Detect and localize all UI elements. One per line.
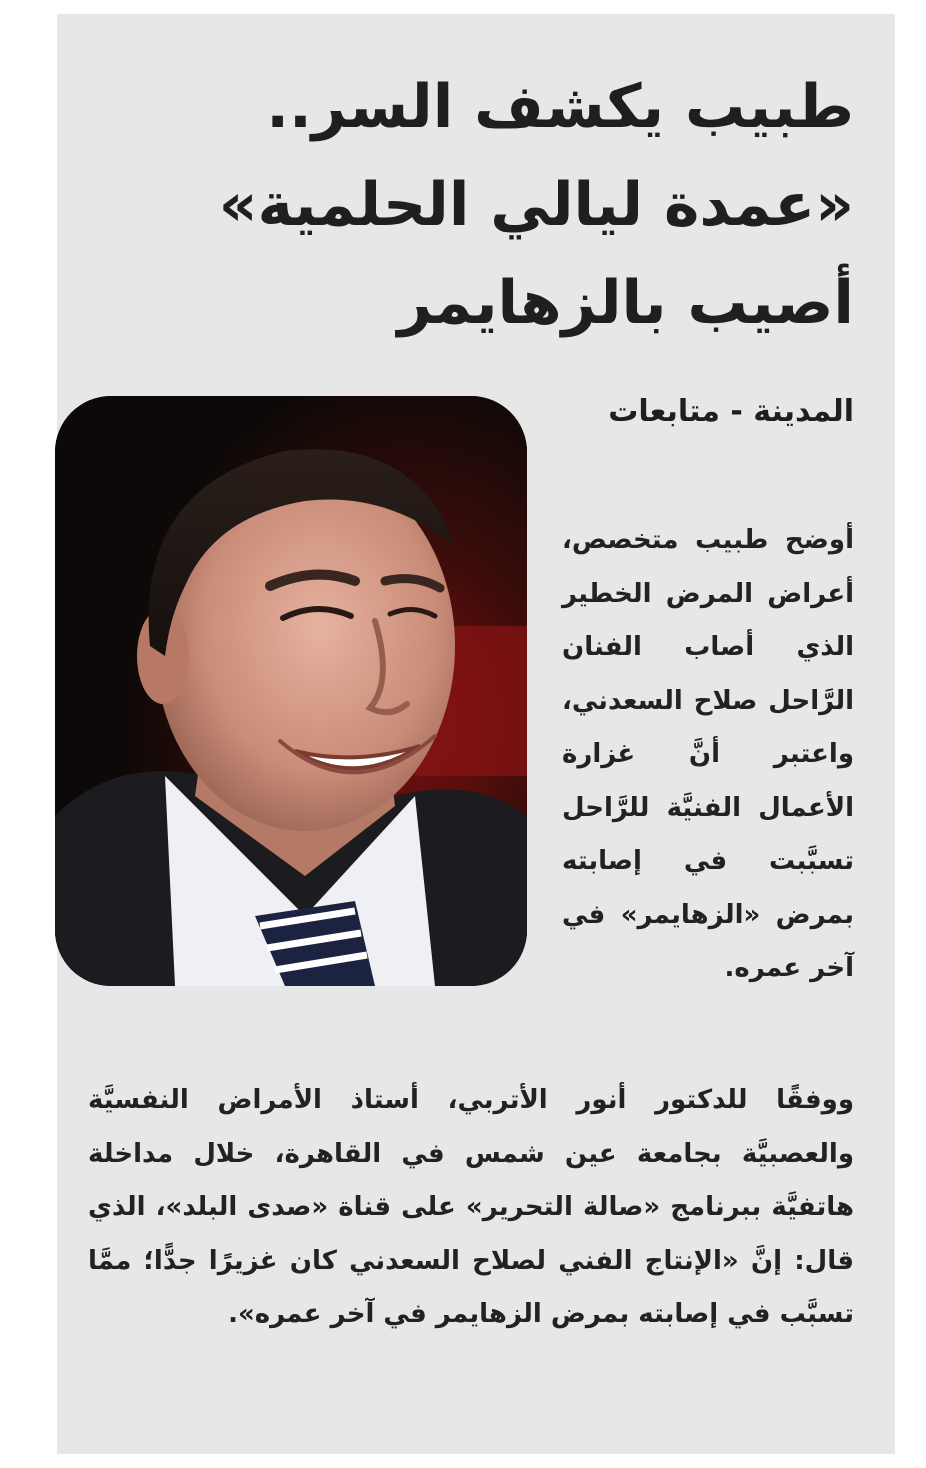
article-headline (94, 58, 854, 352)
portrait-illustration (55, 396, 527, 986)
headline-line-3: أصيب بالزهايمر (397, 268, 854, 338)
article-paragraph-1 (562, 514, 854, 996)
paragraph-1-text: أوضح طبيب متخصص، أعراض المرض الخطير الذي أصاب الفنان الرَّاحل صلاح السعدني، واعتبر أنَّ غزارة الأعمال الفنيَّة للرَّاحل تسبَّبت في إصابته بمرض «الزهايمر» في آخر عمره. (562, 525, 854, 983)
article-byline: المدينة - متابعات (608, 394, 854, 429)
paragraph-2-text: ووفقًا للدكتور أنور الأتربي، أستاذ الأمراض النفسيَّة والعصبيَّة بجامعة عين شمس في القاهرة، خلال مداخلة هاتفيَّة ببرنامج «صالة التحرير» على قناة «صدى البلد»، الذي قال: إنَّ «الإنتاج الفني لصلاح السعدني كان غزيرًا جدًّا؛ ممَّا تسبَّب في إصابته بمرض الزهايمر في آخر عمره». (88, 1085, 854, 1329)
article-paragraph-2 (88, 1074, 854, 1342)
headline-line-1: طبيب يكشف السر.. (266, 72, 854, 142)
portrait-photo (55, 396, 527, 986)
headline-line-2: «عمدة ليالي الحلمية» (218, 170, 854, 240)
